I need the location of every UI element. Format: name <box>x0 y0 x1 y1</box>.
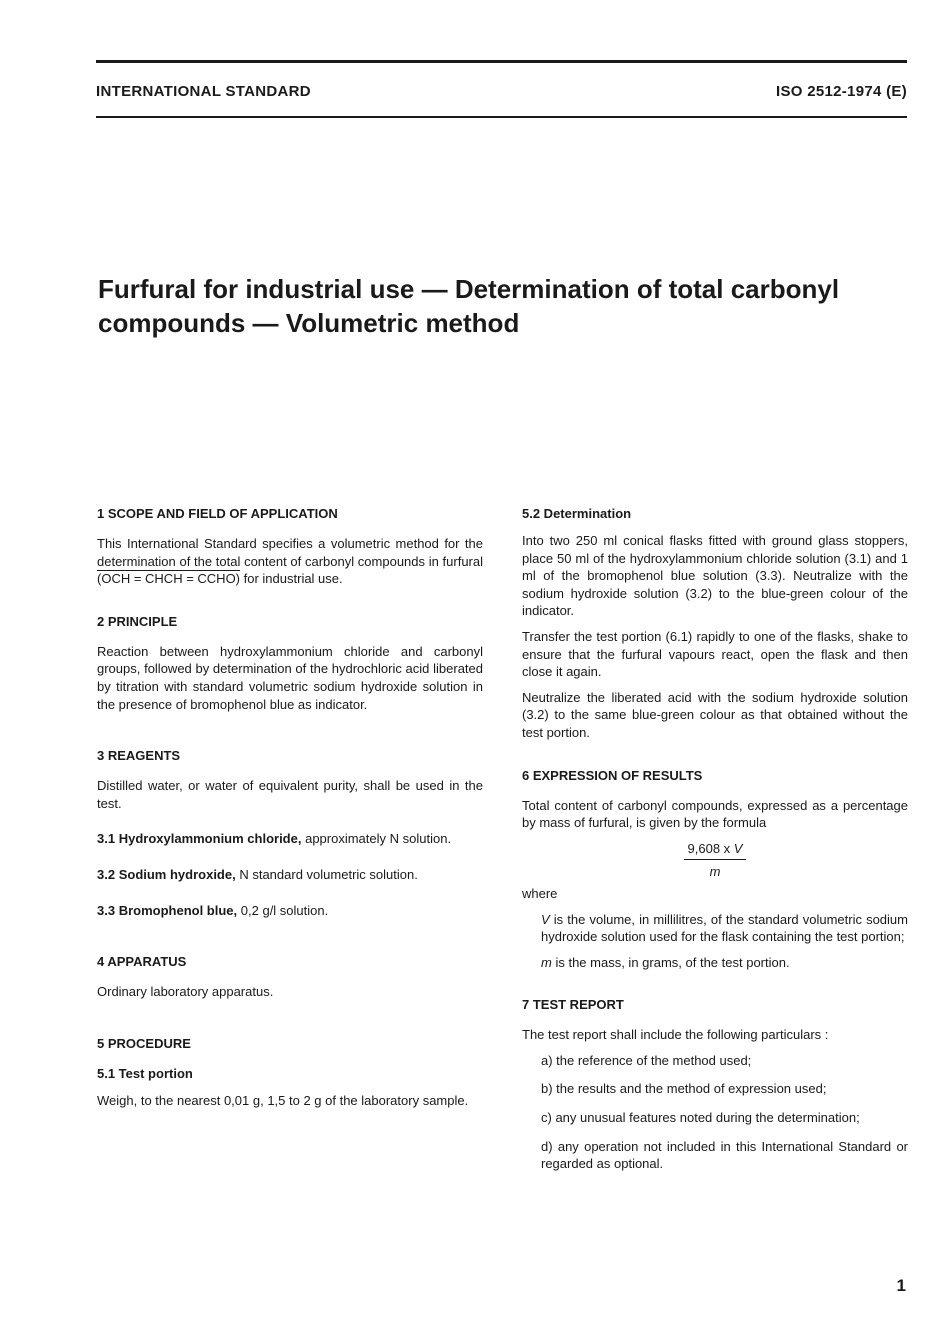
section-6-heading: 6 EXPRESSION OF RESULTS <box>522 767 703 783</box>
formula-denominator: m <box>709 864 721 880</box>
report-item-a: a) the reference of the method used; <box>541 1052 752 1068</box>
document-title: Furfural for industrial use — Determination of total carbonyl compounds — Volumetric method <box>98 274 840 338</box>
section-2-text: Reaction between hydroxylammonium chloride and carbonyl groups, followed by determination of the hydrochloric acid liberated by titration with standard volumetric sodium hydroxide solution in the presence of bromophenol blue as indicator. <box>97 643 483 712</box>
section-1-heading: 1 SCOPE AND FIELD OF APPLICATION <box>97 506 338 521</box>
section-1-text-a: This International Standard specifies a volumetric method for the determination of the total content of carbonyl compounds in furfural <box>97 536 483 569</box>
definition-v-symbol: V <box>541 911 550 927</box>
section-5-2-para-1: Into two 250 ml conical flasks fitted with ground glass stoppers, place 50 ml of the hydroxylammonium chloride solution (3.1) and 1 ml of the bromophenol blue solution (3.3). Neutralize with the sodium hydroxide solution (3.2) to the blue-green colour of the indicator. <box>522 533 908 619</box>
reagent-3-3-desc: 0,2 g/l solution. <box>240 902 329 918</box>
definition-m-symbol: m <box>541 954 552 970</box>
section-7-text: The test report shall include the following particulars : <box>522 1027 829 1043</box>
formula-constant: 9,608 x <box>687 840 731 856</box>
reagent-3-3-name: Bromophenol blue, <box>118 902 238 918</box>
reagent-3-2 <box>97 866 483 884</box>
section-5-heading: 5 PROCEDURE <box>97 1035 191 1051</box>
furfural-formula: (OCH = CHCH = CCHO) <box>97 571 241 587</box>
reagent-3-2-number: 3.2 <box>97 866 116 882</box>
reagent-3-2-name: Sodium hydroxide, <box>118 866 236 882</box>
section-4-text: Ordinary laboratory apparatus. <box>97 984 274 1000</box>
section-3-text: Distilled water, or water of equivalent purity, shall be used in the test. <box>97 778 483 811</box>
reagent-3-2-desc: N standard volumetric solution. <box>239 866 418 882</box>
section-1-text <box>97 535 483 588</box>
top-rule <box>96 60 907 63</box>
report-item-b: b) the results and the method of expression used; <box>541 1081 827 1097</box>
reagent-3-1 <box>97 830 483 848</box>
section-5-1-text: Weigh, to the nearest 0,01 g, 1,5 to 2 g of the laboratory sample. <box>97 1092 469 1108</box>
section-5-2-para-3: Neutralize the liberated acid with the sodium hydroxide solution (3.2) to the same blue-green colour as that obtained without the test portion. <box>522 689 908 740</box>
definition-m-text: is the mass, in grams, of the test portion. <box>555 954 790 970</box>
section-5-2-heading: 5.2 Determination <box>522 506 632 521</box>
report-item-c: c) any unusual features noted during the determination; <box>541 1110 860 1126</box>
reagent-3-1-number: 3.1 <box>97 831 116 847</box>
where-label: where <box>522 885 558 901</box>
definition-v <box>522 911 908 946</box>
section-5-1-heading: 5.1 Test portion <box>97 1065 193 1081</box>
section-6-text: Total content of carbonyl compounds, expressed as a percentage by mass of furfural, is given by the formula <box>522 797 908 831</box>
reagent-3-3 <box>97 902 483 920</box>
definition-m <box>522 954 908 972</box>
section-2-heading: 2 PRINCIPLE <box>97 613 178 629</box>
section-4-heading: 4 APPARATUS <box>97 954 187 970</box>
section-7-heading: 7 TEST REPORT <box>522 997 624 1013</box>
reagent-3-1-name: Hydroxylammonium chloride, <box>118 831 302 847</box>
section-3-heading: 3 REAGENTS <box>97 748 181 764</box>
formula-numerator <box>684 840 747 861</box>
page-number: 1 <box>896 1276 906 1295</box>
formula-volume-var: V <box>733 840 743 856</box>
report-item-d: d) any operation not included in this International Standard or regarded as optional. <box>541 1138 908 1172</box>
header-standard-number: ISO 2512-1974 (E) <box>775 83 907 100</box>
left-column <box>97 505 483 1117</box>
reagent-3-1-desc: approximately N solution. <box>305 831 452 847</box>
header-rule <box>96 116 907 118</box>
definition-v-text: is the volume, in millilitres, of the standard volumetric sodium hydroxide solution used for the flask containing the test portion; <box>541 911 908 945</box>
section-1-text-b: for industrial use. <box>243 571 343 587</box>
right-column <box>522 505 908 1184</box>
reagent-3-3-number: 3.3 <box>97 902 116 918</box>
header-standard-label: INTERNATIONAL STANDARD <box>96 83 311 100</box>
result-formula <box>522 840 908 881</box>
section-5-2-para-2: Transfer the test portion (6.1) rapidly to one of the flasks, shake to ensure that the furfural vapours react, open the flask and then close it again. <box>522 628 908 680</box>
